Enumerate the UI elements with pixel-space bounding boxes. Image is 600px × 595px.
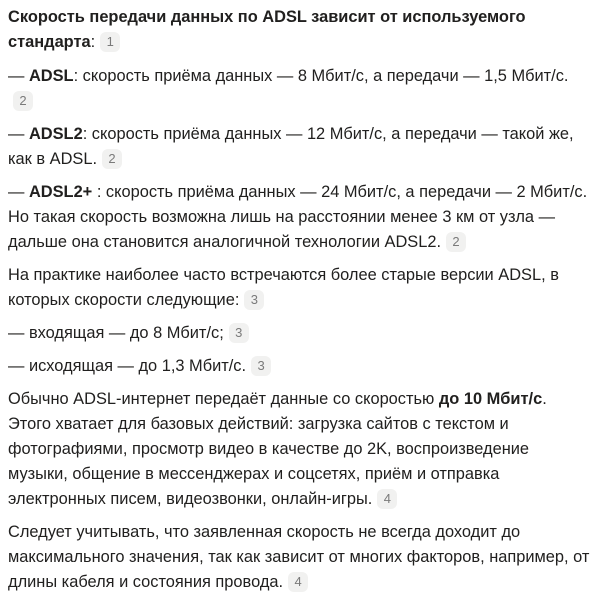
standard-name: ADSL (28, 67, 74, 85)
source-ref-badge[interactable]: 3 (251, 356, 271, 376)
standard-description: : скорость приёма данных — 8 Мбит/с, а передачи — 1,5 Мбит/с. (73, 67, 569, 85)
note-paragraph (8, 520, 590, 595)
usual-speed-paragraph (8, 387, 590, 512)
usual-text-after: . Этого хватает для базовых действий: загрузка сайтов с текстом и фотографиями, просмотр видео в качестве до 2K, воспроизведение музыки, общение в мессенджерах и соцсетях, приём и отправка электронных писем, видеозвонки, онлайн-игры. (8, 390, 547, 508)
speed-item-outgoing (8, 354, 590, 379)
speed-item-incoming (8, 321, 590, 346)
intro-colon: : (90, 33, 96, 51)
list-dash: — (8, 125, 29, 143)
standard-description: : скорость приёма данных — 24 Мбит/с, а передачи — 2 Мбит/с. Но такая скорость возможна лишь на расстоянии менее 3 км от узла — дальше она становится аналогичной технологии ADSL2. (8, 183, 588, 251)
practice-paragraph (8, 263, 590, 313)
source-ref-badge[interactable]: 3 (229, 323, 249, 343)
source-ref-badge[interactable]: 1 (100, 32, 120, 52)
source-ref-badge[interactable]: 3 (244, 290, 264, 310)
standard-name: ADSL2 (28, 125, 83, 143)
list-dash: — (8, 183, 29, 201)
standard-name: ADSL2+ (28, 183, 93, 201)
source-ref-badge[interactable]: 2 (446, 232, 466, 252)
source-ref-badge[interactable]: 4 (288, 572, 308, 592)
note-text: Следует учитывать, что заявленная скорость не всегда доходит до максимального значения, так как зависит от многих факторов, например, от длины кабеля и состояния провода. (8, 523, 590, 591)
speed-text: — исходящая — до 1,3 Мбит/с. (8, 357, 247, 375)
intro-paragraph (8, 5, 590, 55)
practice-text: На практике наиболее часто встречаются более старые версии ADSL, в которых скорости следующие: (8, 266, 559, 309)
source-ref-badge[interactable]: 2 (13, 91, 33, 111)
speed-text: — входящая — до 8 Мбит/с; (8, 324, 224, 342)
list-dash: — (8, 67, 29, 85)
intro-title: Скорость передачи данных по ADSL зависит от используемого стандарта (8, 8, 526, 51)
source-ref-badge[interactable]: 4 (377, 489, 397, 509)
usual-speed-highlight: до 10 Мбит/с (438, 390, 543, 408)
usual-text-before: Обычно ADSL-интернет передаёт данные со скоростью (8, 390, 439, 408)
standard-item-adsl (8, 64, 590, 114)
standard-item-adsl2-plus (8, 180, 590, 255)
standard-item-adsl2 (8, 122, 590, 172)
standard-description: : скорость приёма данных — 12 Мбит/с, а передачи — такой же, как в ADSL. (8, 125, 574, 168)
source-ref-badge[interactable]: 2 (102, 149, 122, 169)
